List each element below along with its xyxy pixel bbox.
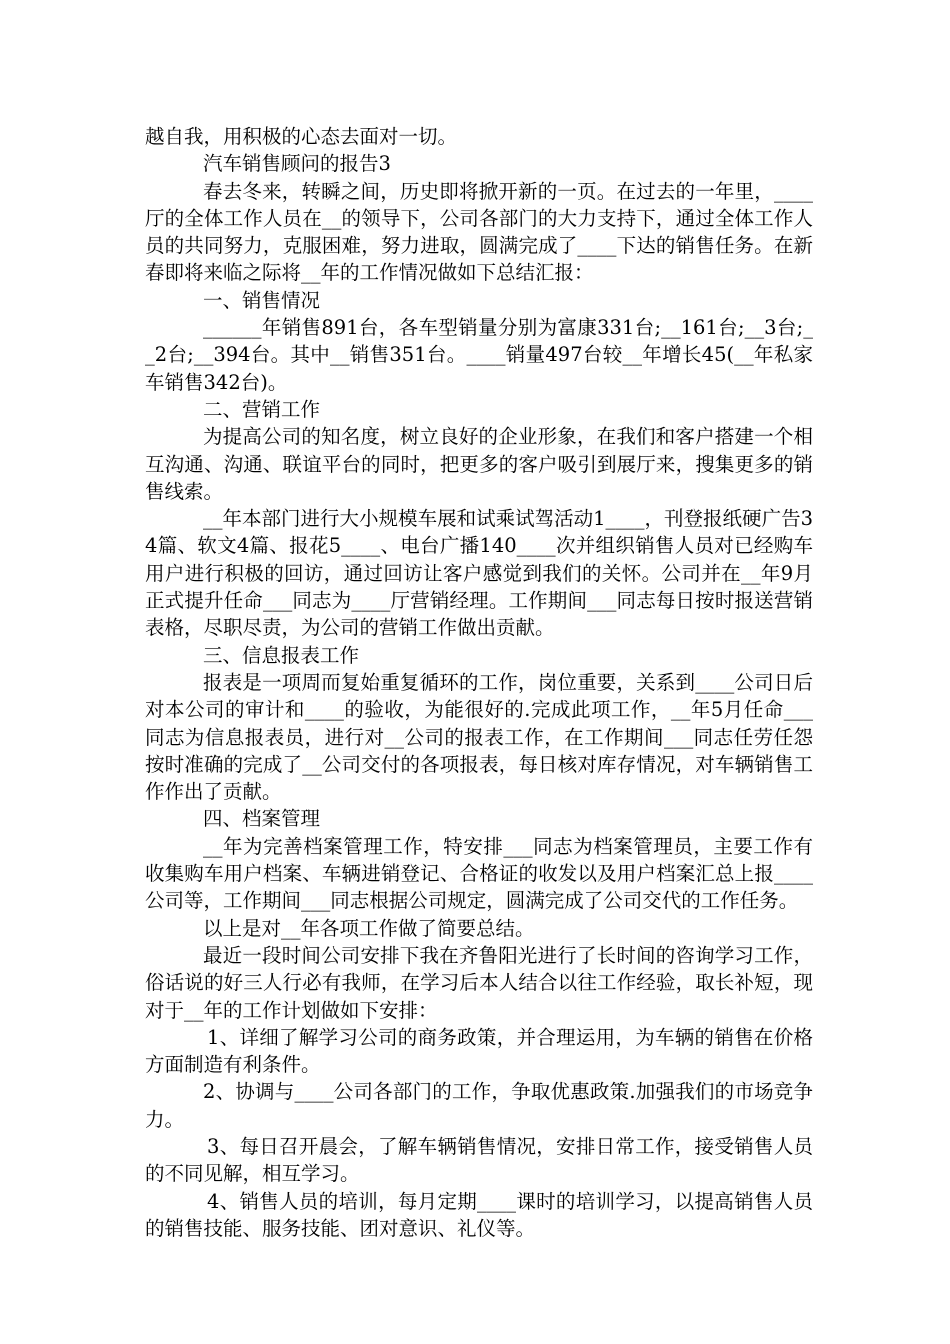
report-title: 汽车销售顾问的报告3	[203, 152, 391, 176]
paragraph-plan-intro: 最近一段时间公司安排下我在齐鲁阳光进行了长时间的咨询学习工作，俗话说的好三人行必有我师，在学习后本人结合以往工作经验，取长补短，现对于__年的工作计划做如下安排：	[145, 943, 813, 1022]
paragraph-archives: __年为完善档案管理工作，特安排___同志为档案管理员，主要工作有收集购车用户档案、车辆进销登记、合格证的收发以及用户档案汇总上报____公司等，工作期间___同志根据公司规定，圆满完成了公司交代的工作任务。	[145, 834, 813, 913]
plan-item-4: 4、销售人员的培训，每月定期____课时的培训学习，以提高销售人员的销售技能、服务技能、团对意识、礼仪等。	[145, 1189, 813, 1240]
plan-item-2: 2、协调与____公司各部门的工作，争取优惠政策.加强我们的市场竞争力。	[145, 1080, 813, 1131]
section-heading-marketing: 二、营销工作	[203, 397, 321, 421]
paragraph-marketing-1: 为提高公司的知名度，树立良好的企业形象，在我们和客户搭建一个相互沟通、沟通、联谊平台的同时，把更多的客户吸引到展厅来，搜集更多的销售线索。	[145, 425, 813, 503]
section-heading-sales: 一、销售情况	[203, 288, 321, 312]
paragraph-reports: 报表是一项周而复始重复循环的工作，岗位重要，关系到____公司日后对本公司的审计和____的验收，为能很好的.完成此项工作，__年5月任命___同志为信息报表员，进行对__公司的报表工作，在工作期间___同志任劳任怨按时准确的完成了__公司交付的各项报表，每日核对库存情况，对车辆销售工作作出了贡献。	[145, 670, 813, 804]
paragraph-intro: 春去冬来，转瞬之间，历史即将掀开新的一页。在过去的一年里，____厅的全体工作人员在__的领导下，公司各部门的大力支持下，通过全体工作人员的共同努力，克服困难，努力进取，圆满完成了____下达的销售任务。在新春即将来临之际将__年的工作情况做如下总结汇报：	[145, 179, 813, 285]
plan-item-1: 1、详细了解学习公司的商务政策，并合理运用，为车辆的销售在价格方面制造有利条件。	[145, 1025, 813, 1077]
document-body	[145, 123, 813, 1242]
section-heading-archives: 四、档案管理	[203, 807, 321, 831]
paragraph-continuation: 越自我，用积极的心态去面对一切。	[145, 125, 458, 148]
plan-item-3: 3、每日召开晨会，了解车辆销售情况，安排日常工作，接受销售人员的不同见解，相互学习。	[145, 1134, 813, 1186]
paragraph-summary: 以上是对__年各项工作做了简要总结。	[203, 916, 535, 940]
paragraph-marketing-2: __年本部门进行大小规模车展和试乘试驾活动1____，刊登报纸硬广告34篇、软文4篇、报花5____、电台广播140____次并组织销售人员对已经购车用户进行积极的回访，通过回访让客户感觉到我们的关怀。公司并在__年9月正式提升任命___同志为____厅营销经理。工作期间___同志每日按时报送营销表格，尽职尽责，为公司的营销工作做出贡献。	[145, 507, 813, 640]
paragraph-sales: ______年销售891台，各车型销量分别为富康331台;__161台;__3台;__2台;__394台。其中__销售351台。____销量497台较__年增长45(__年私家车销售342台)。	[145, 316, 813, 394]
section-heading-reports: 三、信息报表工作	[203, 643, 360, 667]
